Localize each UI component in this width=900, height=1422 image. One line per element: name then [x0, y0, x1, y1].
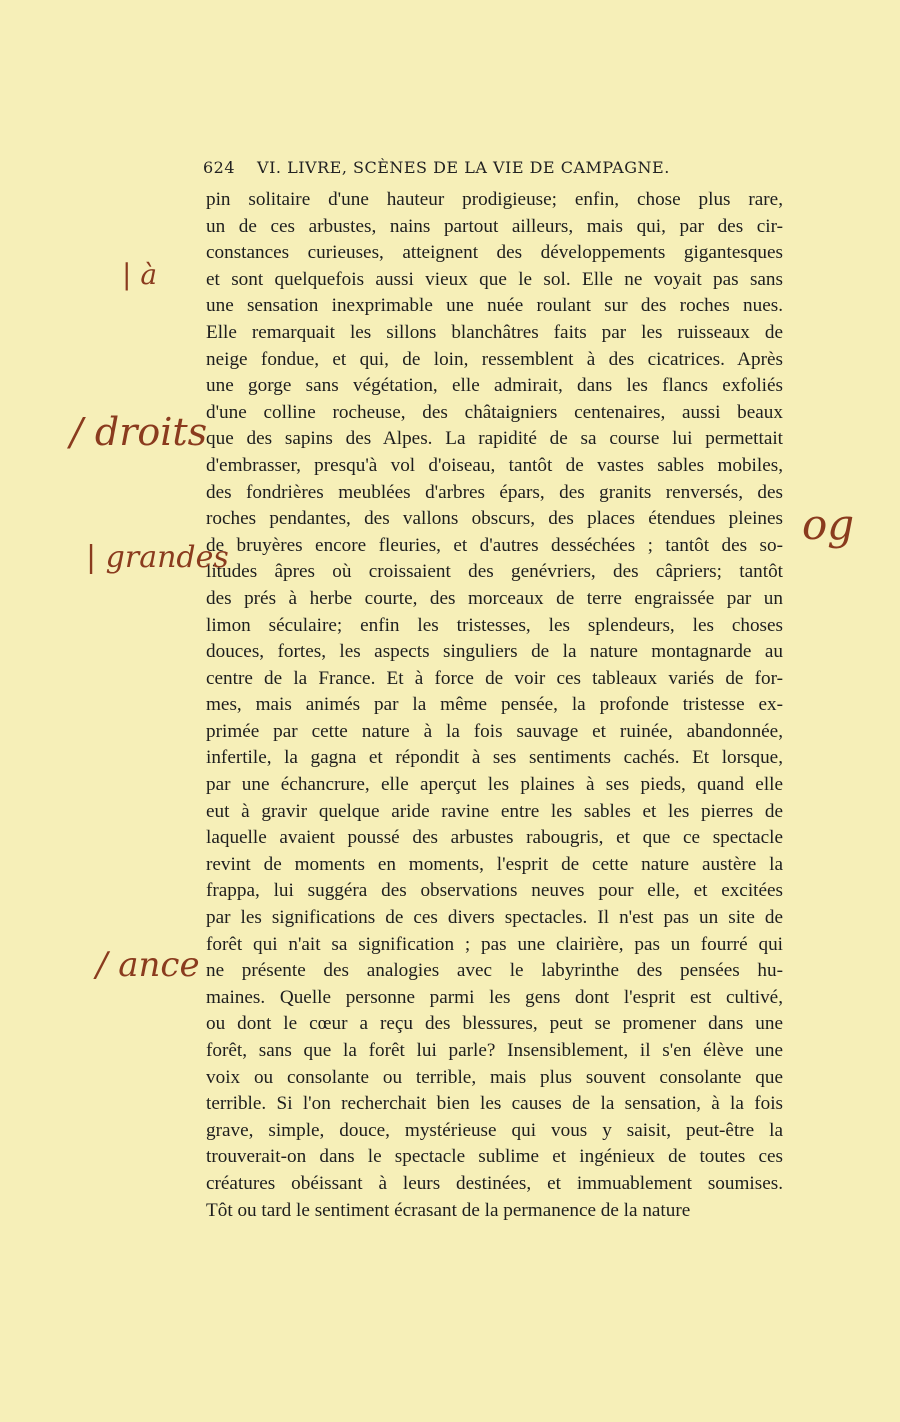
- margin-note-1: | à: [122, 258, 158, 291]
- text-line: maines. Quelle personne parmi les gens dont l'esprit est cultivé,: [206, 986, 783, 1008]
- text-line: forêt qui n'ait sa signification ; pas une clairière, pas un fourré qui: [206, 933, 783, 955]
- text-line: eut à gravir quelque aride ravine entre les sables et les pierres de: [206, 800, 783, 822]
- text-line: ou dont le cœur a reçu des blessures, peut se promener dans une: [206, 1013, 783, 1035]
- text-line: une gorge sans végétation, elle admirait, dans les flancs exfoliés: [206, 375, 783, 397]
- text-line: litudes âpres où croissaient des genévriers, des câpriers; tantôt: [206, 561, 783, 583]
- running-title: VI. LIVRE, SCÈNES DE LA VIE DE CAMPAGNE.: [257, 158, 670, 177]
- text-line: un de ces arbustes, nains partout ailleurs, mais qui, par des cir-: [206, 215, 783, 237]
- text-line: laquelle avaient poussé des arbustes rabougris, et que ce spectacle: [206, 827, 783, 849]
- margin-note-3: | grandes: [86, 540, 229, 575]
- text-line: d'embrasser, presqu'à vol d'oiseau, tantôt de vastes sables mobiles,: [206, 454, 783, 476]
- text-line: revint de moments en moments, l'esprit de cette nature austère la: [206, 853, 783, 875]
- text-line: voix ou consolante ou terrible, mais plus souvent consolante que: [206, 1066, 783, 1088]
- text-line: une sensation inexprimable une nuée roulant sur des roches nues.: [206, 295, 783, 317]
- text-line: neige fondue, et qui, de loin, ressemblent à des cicatrices. Après: [206, 348, 783, 370]
- text-line: trouverait-on dans le spectacle sublime et ingénieux de toutes ces: [206, 1146, 783, 1168]
- text-line: constances curieuses, atteignent des développements gigantesques: [206, 242, 783, 264]
- text-line: roches pendantes, des vallons obscurs, des places étendues pleines: [206, 508, 783, 530]
- text-line: grave, simple, douce, mystérieuse qui vous y saisit, peut-être la: [206, 1119, 783, 1141]
- text-line: Tôt ou tard le sentiment écrasant de la permanence de la nature: [206, 1199, 691, 1221]
- text-line: pin solitaire d'une hauteur prodigieuse; enfin, chose plus rare,: [206, 189, 783, 210]
- text-line: primée par cette nature à la fois sauvage et ruinée, abandonnée,: [206, 720, 783, 742]
- margin-note-5: / ance: [96, 945, 200, 985]
- text-line: par les significations de ces divers spectacles. Il n'est pas un site de: [206, 907, 783, 929]
- text-line: ne présente des analogies avec le labyrinthe des pensées hu-: [206, 960, 783, 982]
- text-line: douces, fortes, les aspects singuliers de la nature montagnarde au: [206, 641, 783, 663]
- text-line: centre de la France. Et à force de voir ces tableaux variés de for-: [206, 667, 783, 689]
- text-line: limon séculaire; enfin les tristesses, les splendeurs, les choses: [206, 614, 783, 636]
- text-line: forêt, sans que la forêt lui parle? Insensiblement, il s'en élève une: [206, 1040, 783, 1061]
- text-line: et sont quelquefois aussi vieux que le sol. Elle ne voyait pas sans: [206, 268, 783, 290]
- text-line: des fondrières meublées d'arbres épars, des granits renversés, des: [206, 481, 783, 503]
- margin-note-4: og: [802, 500, 855, 549]
- text-line: que des sapins des Alpes. La rapidité de sa course lui permettait: [206, 428, 783, 450]
- text-line: de bruyères encore fleuries, et d'autres desséchées ; tantôt des so-: [206, 534, 783, 556]
- text-line: créatures obéissant à leurs destinées, et immuablement soumises.: [206, 1172, 783, 1194]
- body-text: [206, 187, 783, 1224]
- text-line: Elle remarquait les sillons blanchâtres faits par les ruisseaux de: [206, 321, 783, 343]
- margin-note-2: / droits: [70, 410, 208, 454]
- text-line: infertile, la gagna et répondit à ses sentiments cachés. Et lorsque,: [206, 747, 783, 769]
- text-line: frappa, lui suggéra des observations neuves pour elle, et excitées: [206, 880, 783, 902]
- text-line: des prés à herbe courte, des morceaux de terre engraissée par un: [206, 587, 783, 609]
- text-line: mes, mais animés par la même pensée, la profonde tristesse ex-: [206, 694, 783, 716]
- text-line: d'une colline rocheuse, des châtaigniers centenaires, aussi beaux: [206, 401, 783, 423]
- text-line: par une échancrure, elle aperçut les plaines à ses pieds, quand elle: [206, 774, 783, 796]
- page-number: 624: [203, 158, 236, 177]
- text-line: terrible. Si l'on recherchait bien les causes de la sensation, à la fois: [206, 1093, 783, 1115]
- page-header: [203, 158, 783, 177]
